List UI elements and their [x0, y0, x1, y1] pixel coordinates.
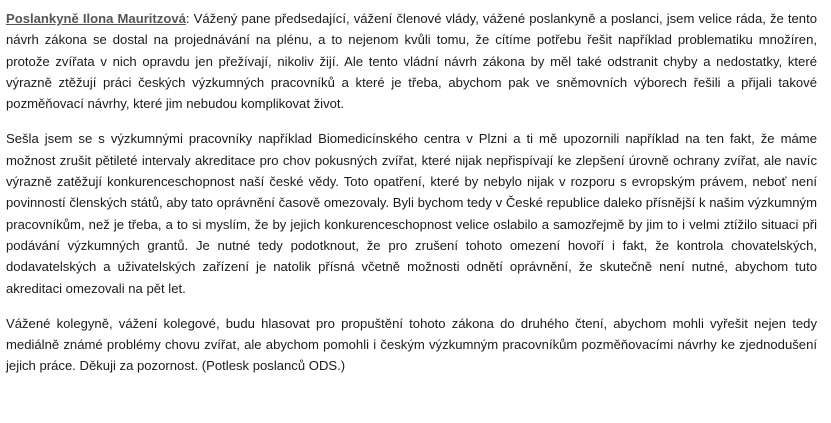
speech-paragraph-2: Sešla jsem se s výzkumnými pracovníky například Biomedicínského centra v Plzni a ti mě upozornili například na ten fakt, že máme možnost zrušit pětileté intervaly akreditace pro chov pokusných zvířat, které nijak nepřispívají ke zlepšení úrovně ochrany zvířat, ale navíc výrazně zatěžují konkurenceschopnost naší české vědy. Toto opatření, které by nebylo nijak v rozporu s evropským právem, neboť není povinností členských států, aby tato oprávnění časově omezovaly. Byli bychom tedy v České republice daleko přísnější k našim výzkumným pracovníkům, než je třeba, a to si myslím, že by jejich konkurenceschopnost velice oslabilo a samozřejmě by jim to i velmi ztížilo situaci při podávání výzkumných grantů. Je nutné tedy podotknout, že pro zrušení tohoto omezení hovoří i fakt, že kontrola chovatelských, dodavatelských a uživatelských zařízení je natolik přísná včetně možnosti odnětí oprávnění, že skutečně není nutné, abychom tuto akreditaci omezovali na pět let. [6, 131, 817, 296]
speech-paragraph-1 [6, 8, 817, 114]
speech-paragraph-3: Vážené kolegyně, vážení kolegové, budu hlasovat pro propuštění tohoto zákona do druhého čtení, abychom mohli vyřešit nejen tedy mediálně známé problémy chovu zvířat, ale abychom pomohli i českým výzkumným pracovníkům pozměňovacími návrhy ke zjednodušení jejich práce. Děkuji za pozornost. (Potlesk poslanců ODS.) [6, 315, 817, 374]
speaker-link[interactable]: Poslankyně Ilona Mauritzová [6, 11, 186, 26]
paragraph-text-1: : Vážený pane předsedající, vážení členové vlády, vážené poslankyně a poslanci, jsem velice ráda, že tento návrh zákona se dostal na projednávání na plénu, a to nejenom kvůli tomu, že cítíme potřebu řešit například problematiku množíren, protože zvířata v nich opravdu jen přežívají, nikoliv žijí. Ale tento vládní návrh zákona by měl také odstranit chyby a nedostatky, které výrazně ztěžují práci českých výzkumných pracovníků a které je třeba, abychom pak ve sněmovních výborech řešili a přijali takové pozměňovací návrhy, které jim nebudou komplikovat život. [6, 11, 818, 112]
